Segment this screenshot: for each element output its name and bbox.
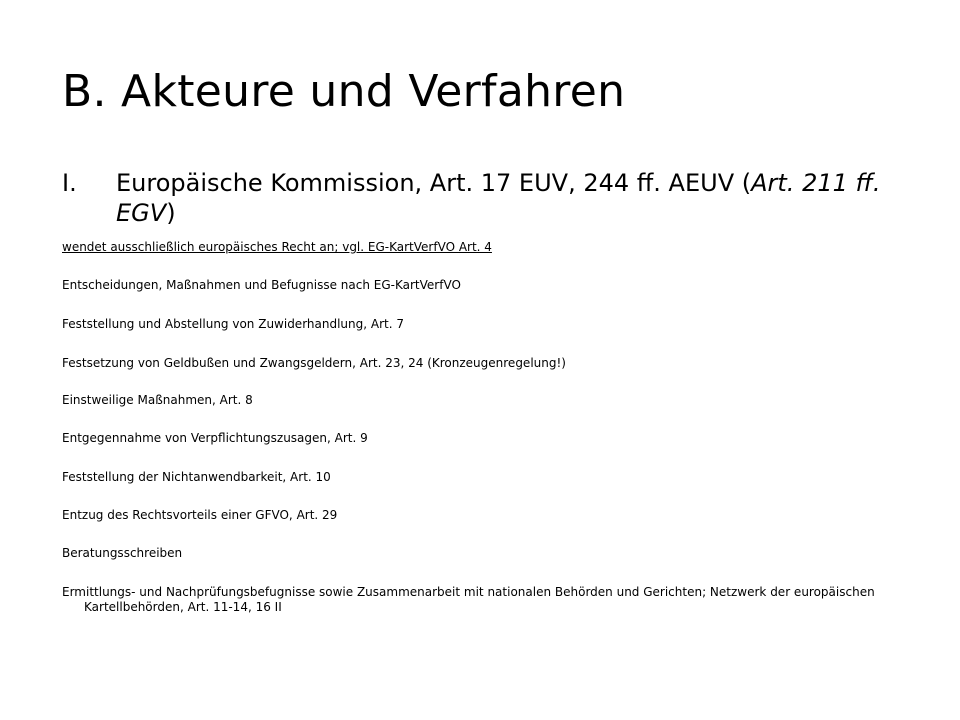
list-item: Einstweilige Maßnahmen, Art. 8 bbox=[62, 393, 253, 407]
list-item: Entzug des Rechtsvorteils einer GFVO, Art. 29 bbox=[62, 508, 338, 522]
slide-title: B. Akteure und Verfahren bbox=[62, 66, 626, 117]
list-item: Festsetzung von Geldbußen und Zwangsgeldern, Art. 23, 24 (Kronzeugenregelung!) bbox=[62, 356, 566, 370]
list-item: Entgegennahme von Verpflichtungszusagen, Art. 9 bbox=[62, 431, 368, 445]
list-item: Feststellung der Nichtanwendbarkeit, Art. 10 bbox=[62, 470, 331, 484]
heading-close: ) bbox=[166, 199, 176, 227]
heading-plain: Europäische Kommission, Art. 17 EUV, 244 ff. AEUV ( bbox=[116, 169, 752, 197]
subline: wendet ausschließlich europäisches Recht an; vgl. EG-KartVerfVO Art. 4 bbox=[62, 240, 492, 254]
section-heading-text bbox=[116, 168, 922, 228]
section-number: I. bbox=[62, 169, 77, 197]
list-item: Beratungsschreiben bbox=[62, 546, 183, 560]
list-item: Feststellung und Abstellung von Zuwiderhandlung, Art. 7 bbox=[62, 317, 404, 331]
section-heading bbox=[62, 168, 922, 228]
heading-italic: Art. 211 ff. EGV bbox=[116, 169, 881, 227]
list-item: Ermittlungs- und Nachprüfungsbefugnisse sowie Zusammenarbeit mit nationalen Behörden und Gerichten; Netzwerk der europäischen Kartellbehörden, Art. 11-14, 16 II bbox=[62, 585, 875, 614]
list-item: Entscheidungen, Maßnahmen und Befugnisse nach EG-KartVerfVO bbox=[62, 278, 461, 292]
